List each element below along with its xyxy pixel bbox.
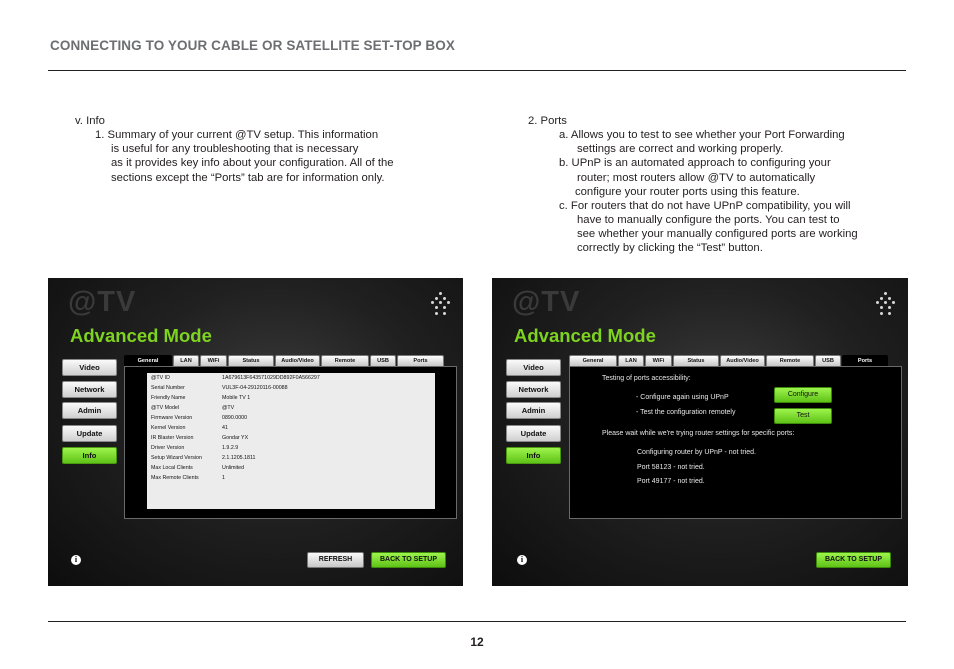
- ports-c-line4: correctly by clicking the “Test” button.: [577, 242, 763, 254]
- ports-c-line3: see whether your manually configured ports are working: [577, 228, 858, 240]
- info-row: Max Remote Clients 1: [151, 475, 225, 481]
- tab-bar: [124, 355, 444, 366]
- ports-b-line2: router; most routers allow @TV to automatically: [577, 172, 816, 184]
- ports-a-line2: settings are correct and working properly.: [577, 143, 784, 155]
- footer-rule: [48, 621, 906, 622]
- info-heading: v. Info: [75, 115, 105, 127]
- info-item1-line1: 1. Summary of your current @TV setup. This information: [95, 129, 379, 141]
- tab-audio-video[interactable]: Audio/Video: [275, 355, 320, 366]
- tab-status[interactable]: Status: [673, 355, 719, 366]
- tab-general[interactable]: General: [124, 355, 172, 366]
- info-row: Max Local Clients Unlimited: [151, 465, 245, 471]
- upnp-status: Configuring router by UPnP - not tried.: [637, 449, 756, 456]
- tab-ports[interactable]: Ports: [842, 355, 888, 366]
- sidebar-update-button[interactable]: Update: [62, 425, 117, 442]
- info-screenshot: [48, 278, 463, 586]
- info-row: Firmware Version 0890.0000: [151, 415, 248, 421]
- sidebar-admin-button[interactable]: Admin: [506, 402, 561, 419]
- ports-c-line1: c. For routers that do not have UPnP compatibility, you will: [559, 200, 851, 212]
- tab-bar: [569, 355, 888, 366]
- tab-remote[interactable]: Remote: [766, 355, 814, 366]
- tab-usb[interactable]: USB: [370, 355, 396, 366]
- tab-remote[interactable]: Remote: [321, 355, 369, 366]
- ports-wait-message: Please wait while we're trying router settings for specific ports:: [602, 430, 795, 437]
- tab-ports[interactable]: Ports: [397, 355, 444, 366]
- info-row: Serial Number VUL3F-04-29120116-00088: [151, 385, 288, 391]
- ports-content-area: [569, 366, 902, 519]
- page-number: 12: [470, 635, 484, 649]
- advanced-mode-title: Advanced Mode: [514, 325, 656, 346]
- sidebar-network-button[interactable]: Network: [62, 381, 117, 398]
- info-row: IR Blaster Version Gondar YX: [151, 435, 249, 441]
- ports-heading: 2. Ports: [528, 115, 567, 127]
- tab-wifi[interactable]: WiFi: [200, 355, 227, 366]
- info-item1-line4: sections except the “Ports” tab are for information only.: [111, 172, 385, 184]
- back-to-setup-button[interactable]: BACK TO SETUP: [371, 552, 446, 568]
- ports-a-line1: a. Allows you to test to see whether your Port Forwarding: [559, 129, 845, 141]
- ports-screenshot: [492, 278, 908, 586]
- configure-upnp-label: - Configure again using UPnP: [636, 394, 729, 401]
- sidebar-update-button[interactable]: Update: [506, 425, 561, 442]
- belkin-dots-icon: [876, 292, 896, 316]
- brand-logo: @TV: [512, 286, 581, 318]
- general-content-area: [124, 366, 457, 519]
- info-icon[interactable]: i: [517, 555, 527, 565]
- belkin-dots-icon: [431, 292, 451, 316]
- sidebar-info-button[interactable]: Info: [506, 447, 561, 464]
- test-remote-label: - Test the configuration remotely: [636, 409, 736, 416]
- header-rule: [48, 70, 906, 71]
- ports-b-line3: configure your router ports using this feature.: [575, 186, 800, 198]
- sidebar-video-button[interactable]: Video: [62, 359, 117, 376]
- configure-button[interactable]: Configure: [774, 387, 832, 403]
- info-row: Kernel Version 41: [151, 425, 228, 431]
- tab-lan[interactable]: LAN: [173, 355, 199, 366]
- back-to-setup-button[interactable]: BACK TO SETUP: [816, 552, 891, 568]
- info-row: Setup Wizard Version 2.1.1205.1811: [151, 455, 256, 461]
- port-status-2: Port 49177 - not tried.: [637, 478, 705, 485]
- sidebar-network-button[interactable]: Network: [506, 381, 561, 398]
- info-item1-line2: is useful for any troubleshooting that is necessary: [111, 143, 359, 155]
- info-row: @TV ID 1A679613F643571029DD892F0A566297: [151, 375, 320, 381]
- tab-usb[interactable]: USB: [815, 355, 841, 366]
- test-button[interactable]: Test: [774, 408, 832, 424]
- port-status-1: Port 58123 - not tried.: [637, 464, 705, 471]
- info-icon[interactable]: i: [71, 555, 81, 565]
- tab-wifi[interactable]: WiFi: [645, 355, 672, 366]
- sidebar-video-button[interactable]: Video: [506, 359, 561, 376]
- sidebar-info-button[interactable]: Info: [62, 447, 117, 464]
- brand-logo: @TV: [68, 286, 137, 318]
- sidebar-admin-button[interactable]: Admin: [62, 402, 117, 419]
- advanced-mode-title: Advanced Mode: [70, 325, 212, 346]
- info-row: Driver Version 1.9.2.9: [151, 445, 239, 451]
- info-item1-line3: as it provides key info about your configuration. All of the: [111, 157, 394, 169]
- info-summary-box: [147, 373, 435, 509]
- tab-status[interactable]: Status: [228, 355, 274, 366]
- ports-testing-title: Testing of ports accessibility:: [602, 375, 691, 382]
- ports-b-line1: b. UPnP is an automated approach to configuring your: [559, 157, 831, 169]
- tab-general[interactable]: General: [569, 355, 617, 366]
- page-header-title: CONNECTING TO YOUR CABLE OR SATELLITE SET-TOP BOX: [50, 38, 455, 53]
- tab-lan[interactable]: LAN: [618, 355, 644, 366]
- ports-c-line2: have to manually configure the ports. You can test to: [577, 214, 840, 226]
- info-row: Friendly Name Mobile TV 1: [151, 395, 251, 401]
- tab-audio-video[interactable]: Audio/Video: [720, 355, 765, 366]
- info-row: @TV Model @TV: [151, 405, 235, 411]
- refresh-button[interactable]: REFRESH: [307, 552, 364, 568]
